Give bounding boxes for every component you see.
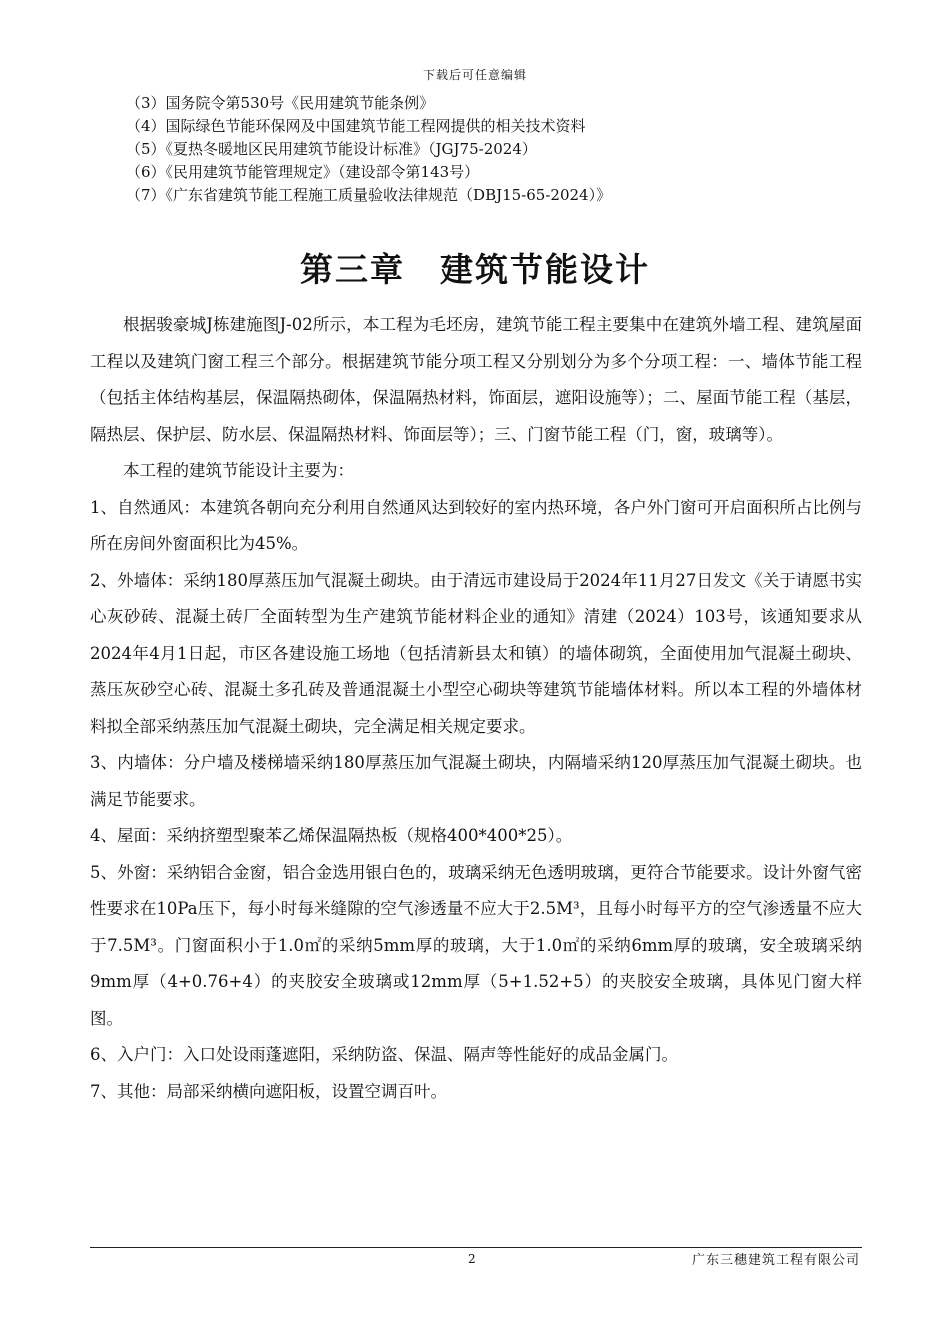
item-entrance-door: 6、入户门：入口处设雨蓬遮阳，采纳防盗、保温、隔声等性能好的成品金属门。 <box>90 1045 678 1064</box>
reference-item: （6）《民用建筑节能管理规定》（建设部令第143号） <box>126 163 480 181</box>
intro-paragraph: 根据骏豪城J栋建施图J-02所示，本工程为毛坯房，建筑节能工程主要集中在建筑外墙工程、建筑屋面工程以及建筑门窗工程三个部分。根据建筑节能分项工程又分别划分为多个分项工程：一、墙体节能工程（包括主体结构基层，保温隔热砌体，保温隔热材料，饰面层，遮阳设施等）；二、屋面节能工程（基层，隔热层、保护层、防水层、保温隔热材料、饰面层等）；三、门窗节能工程（门，窗，玻璃等）。 <box>90 315 862 444</box>
reference-item: （5）《夏热冬暖地区民用建筑节能设计标准》（JGJ75-2024） <box>126 140 537 158</box>
page-number: 2 <box>468 1252 476 1266</box>
item-other: 7、其他：局部采纳横向遮阳板，设置空调百叶。 <box>90 1081 447 1101</box>
lead-paragraph: 本工程的建筑节能设计主要为： <box>123 461 354 480</box>
item-natural-ventilation: 1、自然通风：本建筑各朝向充分利用自然通风达到较好的室内热环境，各户外门窗可开启面积所占比例与所在房间外窗面积比为45%。 <box>90 497 862 553</box>
item-interior-wall: 3、内墙体：分户墙及楼梯墙采纳180厚蒸压加气混凝土砌块，内隔墙采纳120厚蒸压加气混凝土砌块。也满足节能要求。 <box>90 753 862 809</box>
footer-company: 广东三穗建筑工程有限公司 <box>691 1253 860 1268</box>
reference-list <box>126 92 886 207</box>
reference-item: （7）《广东省建筑节能工程施工质量验收法律规范（DBJ15-65-2024）》 <box>126 186 612 204</box>
item-roof: 4、屋面：采纳挤塑型聚苯乙烯保温隔热板（规格400*400*25）。 <box>90 826 573 845</box>
document-body <box>90 307 862 1110</box>
header-note: 下载后可任意编辑 <box>422 68 527 82</box>
chapter-title: 第三章 建筑节能设计 <box>300 250 650 289</box>
reference-item: （3）国务院令第530号《民用建筑节能条例》 <box>126 94 435 112</box>
footer-rule <box>90 1247 862 1248</box>
reference-item: （4）国际绿色节能环保网及中国建筑节能工程网提供的相关技术资料 <box>126 117 586 135</box>
item-exterior-wall: 2、外墙体：采纳180厚蒸压加气混凝土砌块。由于清远市建设局于2024年11月27日发文《关于请愿书实心灰砂砖、混凝土砖厂全面转型为生产建筑节能材料企业的通知》清建（2024）103号，该通知要求从2024年4月1日起，市区各建设施工场地（包括清新县太和镇）的墙体砌筑，全面使用加气混凝土砌块、蒸压灰砂空心砖、混凝土多孔砖及普通混凝土小型空心砌块等建筑节能墙体材料。所以本工程的外墙体材料拟全部采纳蒸压加气混凝土砌块，完全满足相关规定要求。 <box>90 570 862 736</box>
item-exterior-window: 5、外窗：采纳铝合金窗，铝合金选用银白色的，玻璃采纳无色透明玻璃，更符合节能要求。设计外窗气密性要求在10Pa压下，每小时每米缝隙的空气渗透量不应大于2.5M³，且每小时每平方的空气渗透量不应大于7.5M³。门窗面积小于1.0㎡的采纳5mm厚的玻璃，大于1.0㎡的采纳6mm厚的玻璃，安全玻璃采纳9mm厚（4+0.76+4）的夹胶安全玻璃或12mm厚（5+1.52+5）的夹胶安全玻璃，具体见门窗大样图。 <box>90 862 862 1028</box>
